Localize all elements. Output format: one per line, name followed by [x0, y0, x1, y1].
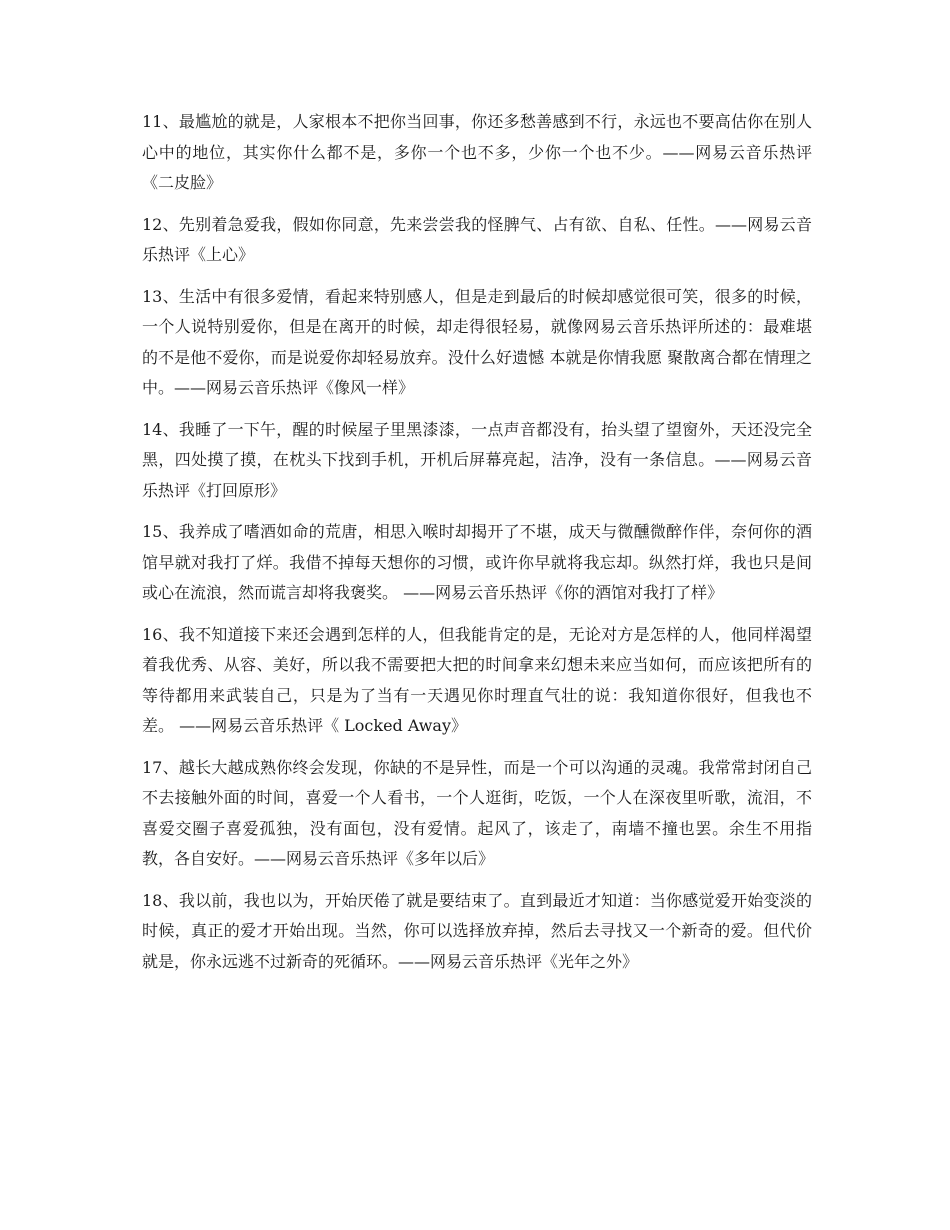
paragraph-18: 18、我以前，我也以为，开始厌倦了就是要结束了。直到最近才知道：当你感觉爱开始变淡的时候，真正的爱才开始出现。当然，你可以选择放弃掉，然后去寻找又一个新奇的爱。但代价就是，你永远逃不过新奇的死循环。——网易云音乐热评《光年之外》 [142, 890, 812, 971]
paragraph-16: 16、我不知道接下来还会遇到怎样的人，但我能肯定的是，无论对方是怎样的人，他同样渴望着我优秀、从容、美好，所以我不需要把大把的时间拿来幻想未来应当如何，而应该把所有的等待都用来武装自己，只是为了当有一天遇见你时理直气壮的说：我知道你很好，但我也不差。 ——网易云音乐热评《 Locked Away》 [142, 624, 812, 735]
paragraph-14: 14、我睡了一下午，醒的时候屋子里黑漆漆，一点声音都没有，抬头望了望窗外，天还没完全黑，四处摸了摸，在枕头下找到手机，开机后屏幕亮起，洁净，没有一条信息。——网易云音乐热评《打回原形》 [142, 419, 812, 500]
paragraph-17: 17、越长大越成熟你终会发现，你缺的不是异性，而是一个可以沟通的灵魂。我常常封闭自己不去接触外面的时间，喜爱一个人看书，一个人逛街，吃饭，一个人在深夜里听歌，流泪，不喜爱交圈子喜爱孤独，没有面包，没有爱情。起风了，该走了，南墙不撞也罢。余生不用指教，各自安好。——网易云音乐热评《多年以后》 [142, 757, 812, 868]
paragraph-12: 12、先别着急爱我，假如你同意，先来尝尝我的怪脾气、占有欲、自私、任性。——网易云音乐热评《上心》 [142, 214, 812, 264]
document-body [142, 107, 812, 988]
paragraph-11: 11、最尴尬的就是，人家根本不把你当回事，你还多愁善感到不行，永远也不要高估你在别人心中的地位，其实你什么都不是，多你一个也不多，少你一个也不少。——网易云音乐热评《二皮脸》 [142, 112, 812, 192]
paragraph-13: 13、生活中有很多爱情，看起来特别感人，但是走到最后的时候却感觉很可笑，很多的时候，一个人说特别爱你，但是在离开的时候，却走得很轻易，就像网易云音乐热评所述的：最难堪的不是他不爱你，而是说爱你却轻易放弃。没什么好遗憾 本就是你情我愿 聚散离合都在情理之中。——网易云音乐热评《像风一样》 [142, 286, 812, 397]
paragraph-15: 15、我养成了嗜酒如命的荒唐，相思入喉时却揭开了不堪，成天与微醺微醉作伴，奈何你的酒馆早就对我打了烊。我借不掉每天想你的习惯，或许你早就将我忘却。纵然打烊，我也只是间或心在流浪，然而谎言却将我褒奖。 ——网易云音乐热评《你的酒馆对我打了样》 [142, 522, 812, 602]
